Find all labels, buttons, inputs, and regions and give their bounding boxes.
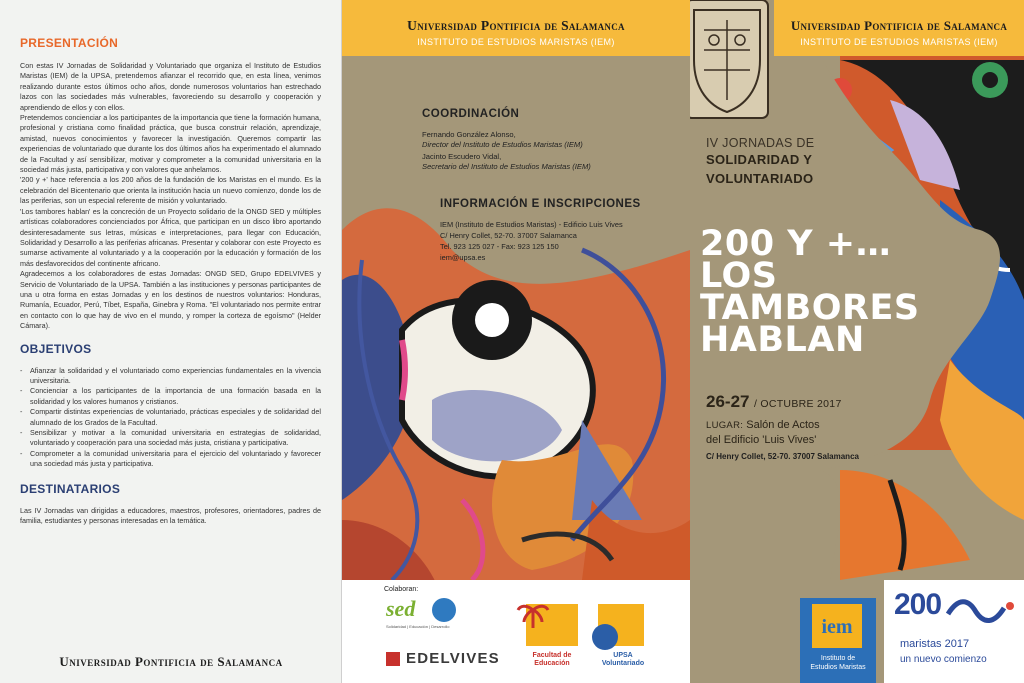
- institute-name: INSTITUTO DE ESTUDIOS MARISTAS (IEM): [800, 37, 998, 47]
- coordinator-name: Jacinto Escudero Vidal,: [422, 152, 502, 161]
- coordinator-role: Secretario del Instituto de Estudios Maristas (IEM): [422, 162, 591, 171]
- jornadas-line: VOLUNTARIADO: [706, 171, 814, 186]
- maristas-tagline: un nuevo comienzo: [900, 654, 987, 665]
- facultad-line: Educación: [534, 660, 570, 667]
- venue-line: del Edificio 'Luis Vives': [706, 434, 817, 446]
- objetivos-list: [20, 366, 321, 470]
- event-date: [706, 392, 842, 412]
- iem-line: Estudios Maristas: [810, 664, 866, 671]
- left-footer-university: [0, 654, 342, 670]
- venue-line: Salón de Actos: [746, 419, 820, 431]
- sed-logo: [386, 596, 466, 636]
- upsa-circle-icon: [592, 624, 618, 650]
- sed-tagline: Solidaridad | Educación | Desarrollo: [386, 624, 450, 629]
- palm-icon: [516, 600, 550, 630]
- coordinacion-heading: COORDINACIÓN: [422, 108, 520, 120]
- institute-name: INSTITUTO DE ESTUDIOS MARISTAS (IEM): [417, 37, 615, 47]
- left-footer-text: Universidad Pontificia de Salamanca: [59, 654, 283, 669]
- globe-icon: [432, 598, 456, 622]
- lugar-label: LUGAR:: [706, 420, 744, 431]
- objetivo-item: - Comprometer a la comunidad universitaria para el ejercicio del voluntariado y favorecer una sociedad más justa y participativa.: [20, 449, 321, 470]
- title-line: 200 Y +…: [700, 224, 892, 264]
- maristas-2017-logo: [884, 580, 1024, 683]
- edelvives-logo-text: EDELVIVES: [406, 650, 500, 667]
- upsa-line: Voluntariado: [601, 660, 645, 667]
- iem-logo: [800, 598, 876, 683]
- edelvives-square-icon: [386, 652, 400, 666]
- venue-address: C/ Henry Collet, 52-70. 37007 Salamanca: [706, 452, 859, 461]
- facultad-logo-text: [526, 652, 578, 668]
- edelvives-logo: [386, 650, 500, 667]
- sed-logo-text: sed: [386, 596, 416, 621]
- coordinator-role: Director del Instituto de Estudios Maristas (IEM): [422, 140, 583, 149]
- iem-mark-text: iem: [821, 616, 853, 638]
- jornadas-line: IV JORNADAS DE: [706, 136, 815, 150]
- objetivo-item: - Afianzar la solidaridad y el voluntariado como experiencias fundamentales en la vivencia universitaria.: [20, 366, 321, 387]
- crest-icon: [690, 0, 770, 120]
- informacion-block: [440, 198, 680, 263]
- title-line: TAMBORES: [700, 288, 920, 328]
- iem-line: Instituto de: [820, 655, 856, 662]
- art-eye-pupil: [475, 303, 509, 337]
- presentacion-paragraph: 'Los tambores hablan' es la concreción de un Proyecto solidario de la ONGD SED y múltiples artísticas colaboradores concienciados por África, que participan en un disco libro aportando desinteresadamente sus letras, músicas e interpretaciones, para llegar con Educación, Solidaridad y Desarrollo a las periferias africanas. Presentar y colaborar con este Proyecto es sumarse activamente al voluntariado y a la cooperación por la educación y formación de los más desfavorecidos del continente africano.: [20, 206, 321, 268]
- event-venue: [706, 418, 820, 447]
- presentacion-paragraph: '200 y +' hace referencia a los 200 años de la fundación de los Maristas en el mundo. Es la celebración del Bicentenario que orienta la institución hacia un nuevo comienzo, donde los de las periferias, son un especial referente de misión y voluntariado.: [20, 175, 321, 206]
- art-shape: [982, 72, 998, 88]
- event-month: / OCTUBRE 2017: [753, 398, 842, 410]
- upsa-logo-text: [598, 652, 648, 668]
- iem-logo-mark: [812, 604, 862, 648]
- event-main-title: [700, 224, 950, 360]
- email-link[interactable]: iem@upsa.es: [440, 253, 486, 262]
- facultad-logo-mark: [526, 604, 578, 646]
- destinatarios-text: Las IV Jornadas van dirigidas a educadores, maestros, profesores, orientadores, padres de familia, estudiantes y personas interesadas en la temática.: [20, 505, 321, 526]
- informacion-heading: INFORMACIÓN E INSCRIPCIONES: [440, 198, 641, 210]
- objetivo-item: - Concienciar a los participantes de la importancia de una formación basada en la solidaridad y los valores humanos y cristianos.: [20, 386, 321, 407]
- left-panel: [0, 0, 342, 683]
- presentacion-heading: PRESENTACIÓN: [20, 36, 119, 50]
- jornadas-title: [706, 136, 886, 188]
- facultad-line: Facultad de: [532, 652, 572, 659]
- coordinacion-block: [422, 108, 682, 174]
- presentacion-body: [20, 61, 321, 332]
- institutional-logos: [690, 580, 1024, 683]
- presentacion-paragraph: Agradecemos a los colaboradores de estas Jornadas: ONGD SED, Grupo EDELVIVES y Servicio de Voluntariado de la UPSA. También a las instituciones y personas participantes de una u otra forma en estas Jornadas y en los destinos de nuestros voluntarios: Honduras, Rumanía, Ecuador, Perú, Tíbet, España, Ginebra y Roma. "El voluntariado nos permite entrar en contacto con lo que hay de vivo en el mundo, y romper la corteza de egoísmo" (Helder Cámara).: [20, 269, 321, 331]
- objetivo-item: - Sensibilizar y motivar a la comunidad universitaria en estrategias de solidaridad, voluntariado y cooperación para una sociedad más justa, cristiana y participativa.: [20, 428, 321, 449]
- objetivo-item: - Compartir distintas experiencias de voluntariado, prácticas especiales y de solidaridad del alumnado de los Grados de la Facultad.: [20, 407, 321, 428]
- presentacion-paragraph: Pretendemos concienciar a los participantes de la importancia que tiene la formación humana, profesional y cristiana como finalidad práctica, que busca construir relación, aprendizaje, amistad, nuevos conocimientos y favorecer la investigación. Queremos compartir las experiencias de voluntariado que durante los dos últimos años ha experimentado el alumnado de la Facultad y así sensibilizar, motivar y comprometer a la comunidad universitaria en la sociedad más justa, participativa y con valores que anhelamos.: [20, 113, 321, 175]
- informacion-line: IEM (Instituto de Estudios Maristas) - Edificio Luis Vives: [440, 220, 623, 229]
- maristas-mark: 200: [894, 588, 942, 621]
- presentacion-paragraph: Con estas IV Jornadas de Solidaridad y Voluntariado que organiza el Instituto de Estudios Maristas (IEM) de la UPSA, pretendemos afianzar el recorrido que, en esta línea, venimos realizando durante estos últimos ocho años, donde numerosos voluntarios han estrechado lazos con las sociedades más vulnerables, favoreciendo su desarrollo y cooperación y aprendiendo de ellos y con ellos.: [20, 61, 321, 112]
- destinatarios-heading: DESTINATARIOS: [20, 481, 121, 496]
- title-line: LOS: [700, 256, 778, 296]
- objetivos-heading: OBJETIVOS: [20, 341, 92, 356]
- upsa-line: UPSA: [613, 652, 633, 659]
- maristas-year: maristas 2017: [900, 638, 970, 650]
- informacion-line: Tel. 923 125 027 - Fax: 923 125 150: [440, 242, 559, 251]
- colaboran-label: Colaboran:: [384, 586, 419, 593]
- art-stroke: [402, 340, 405, 400]
- university-name: Universidad Pontificia de Salamanca: [790, 18, 1008, 33]
- iem-logo-text: [800, 654, 876, 672]
- informacion-line: C/ Henry Collet, 52-70. 37007 Salamanca: [440, 231, 577, 240]
- wave-icon: [946, 594, 1016, 624]
- jornadas-line: SOLIDARIDAD Y: [706, 152, 813, 167]
- middle-header-band: [342, 0, 690, 56]
- title-line: HABLAN: [700, 320, 865, 360]
- right-header-band: [774, 0, 1024, 56]
- sponsors-strip: [342, 580, 690, 683]
- art-silhouette: [690, 470, 840, 580]
- upsa-logo-mark: [598, 604, 644, 646]
- university-name: Universidad Pontificia de Salamanca: [407, 18, 625, 33]
- coordinator-name: Fernando González Alonso,: [422, 130, 516, 139]
- event-days: 26-27: [706, 392, 750, 411]
